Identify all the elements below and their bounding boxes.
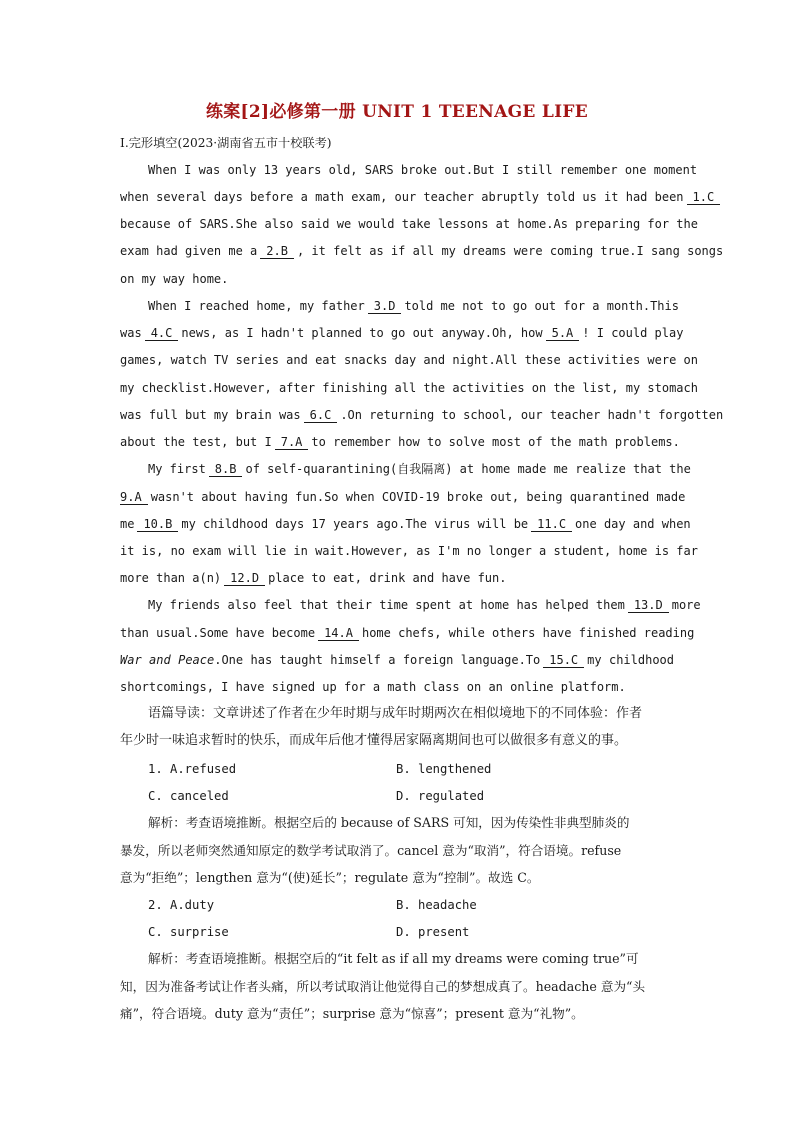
explanation-line: 解析：考查语境推断。根据空后的 because of SARS 可知，因为传染性非典型肺炎的 [148, 815, 630, 830]
book-title: War and Peace [120, 653, 215, 667]
passage-line: games, watch TV series and eat snacks day and night.All these activities were on [120, 353, 698, 367]
option-a: 2. A.duty [148, 898, 215, 912]
answer-blank: 2.B [260, 245, 294, 259]
answer-blank: 7.A [275, 436, 309, 450]
passage-line: exam had given me a 2.B , it felt as if all my dreams were coming true.I sang songs [120, 244, 724, 258]
passage-line: 9.A wasn't about having fun.So when COVID-19 broke out, being quarantined made [120, 490, 686, 504]
explanation-line: 意为“拒绝”；lengthen 意为“(使)延长”；regulate 意为“控制”。故选 C。 [120, 870, 540, 885]
answer-blank: 3.D [368, 300, 402, 314]
passage-line: it is, no exam will lie in wait.However, as I'm no longer a student, home is far [120, 544, 698, 558]
section-heading: Ⅰ.完形填空(2023·湖南省五市十校联考) [120, 136, 332, 150]
option-a: 1. A.refused [148, 762, 237, 776]
passage-line: My first 8.B of self-quarantining(自我隔离) at home made me realize that the [148, 462, 691, 476]
page-title: 练案[2]必修第一册 UNIT 1 TEENAGE LIFE [205, 102, 589, 122]
answer-blank: 10.B [137, 518, 178, 532]
answer-blank: 15.C [543, 654, 584, 668]
passage-line: about the test, but I 7.A to remember how to solve most of the math problems. [120, 435, 680, 449]
passage-line: shortcomings, I have signed up for a math class on an online platform. [120, 680, 626, 694]
answer-blank: 5.A [546, 327, 580, 341]
option-d: D. regulated [396, 789, 485, 803]
explanation-line: 知，因为准备考试让作者头痛，所以考试取消让他觉得自己的梦想成真了。headache 意为“头 [120, 979, 646, 994]
option-d: D. present [396, 925, 470, 939]
option-b: B. lengthened [396, 762, 492, 776]
explanation-line: 痛”，符合语境。duty 意为“责任”；surprise 意为“惊喜”；present 意为“礼物”。 [120, 1006, 584, 1021]
option-c: C. surprise [148, 925, 229, 939]
answer-blank: 6.C [304, 409, 338, 423]
passage-line: War and Peace.One has taught himself a foreign language.To 15.C my childhood [120, 653, 675, 667]
guide-line: 语篇导读：文章讲述了作者在少年时期与成年时期两次在相似境地下的不同体验：作者 [148, 706, 643, 721]
answer-blank: 14.A [318, 627, 359, 641]
answer-blank: 9.A [120, 491, 148, 505]
answer-blank: 4.C [145, 327, 179, 341]
passage-line: on my way home. [120, 272, 229, 286]
answer-blank: 12.D [224, 572, 265, 586]
answer-blank: 11.C [531, 518, 572, 532]
passage-line: more than a(n) 12.D place to eat, drink and have fun. [120, 571, 507, 585]
passage-line: because of SARS.She also said we would take lessons at home.As preparing for the [120, 217, 698, 231]
passage-line: was 4.C news, as I hadn't planned to go out anyway.Oh, how 5.A ! I could play [120, 326, 684, 340]
passage-line: My friends also feel that their time spent at home has helped them 13.D more [148, 598, 701, 612]
guide-line: 年少时一味追求暂时的快乐，而成年后他才懂得居家隔离期间也可以做很多有意义的事。 [120, 733, 628, 748]
passage-line: When I reached home, my father 3.D told me not to go out for a month.This [148, 299, 679, 313]
passage-line: than usual.Some have become 14.A home chefs, while others have finished reading [120, 626, 695, 640]
explanation-line: 暴发，所以老师突然通知原定的数学考试取消了。cancel 意为“取消”，符合语境。refuse [120, 843, 622, 858]
answer-blank: 13.D [628, 599, 669, 613]
passage-line: my checklist.However, after finishing all the activities on the list, my stomach [120, 381, 698, 395]
passage-line: when several days before a math exam, our teacher abruptly told us it had been 1.C [120, 188, 674, 206]
passage-line: me 10.B my childhood days 17 years ago.The virus will be 11.C one day and when [120, 517, 691, 531]
answer-blank: 8.B [209, 463, 243, 477]
passage-line: was full but my brain was 6.C .On returning to school, our teacher hadn't forgotten [120, 408, 724, 422]
answer-blank: 1.C [687, 191, 721, 205]
option-b: B. headache [396, 898, 477, 912]
option-c: C. canceled [148, 789, 229, 803]
explanation-line: 解析：考查语境推断。根据空后的“it felt as if all my dreams were coming true”可 [148, 951, 639, 966]
passage-line: When I was only 13 years old, SARS broke out.But I still remember one moment [148, 163, 698, 177]
